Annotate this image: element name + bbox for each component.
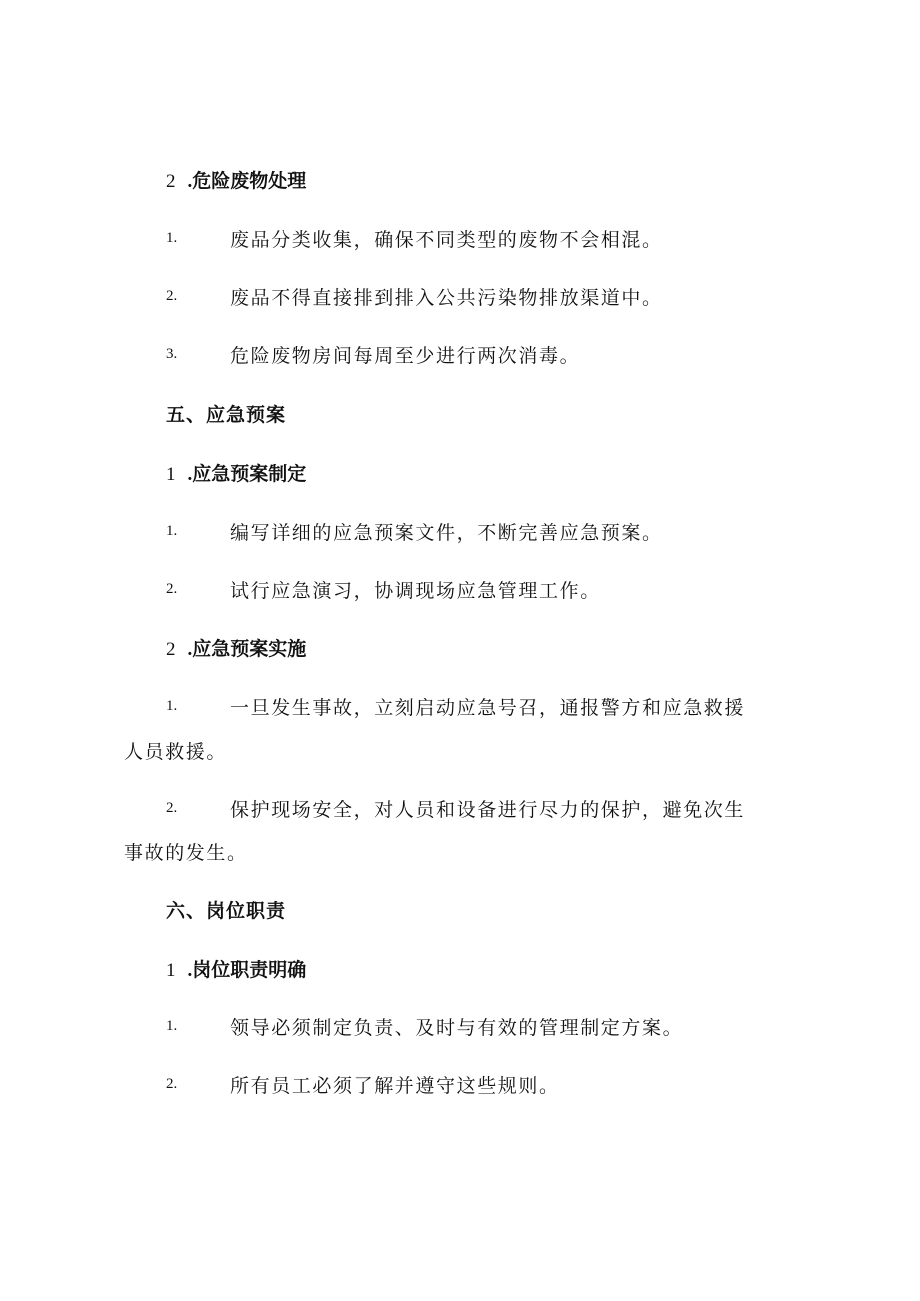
list-item-number: 1. xyxy=(166,698,178,714)
section-heading: 五、应急预案 xyxy=(166,404,287,426)
list-item-number: 1. xyxy=(166,230,178,246)
list-item-text: 一旦发生事故，立刻启动应急号召，通报警方和应急救援 xyxy=(230,697,746,719)
list-item-continuation: 事故的发生。 xyxy=(124,842,248,864)
subsection-heading-hazardous-waste: 2 .危险废物处理 xyxy=(166,170,307,192)
subsection-heading: 2 .应急预案实施 xyxy=(166,638,307,660)
subsection-number: 1 xyxy=(166,464,176,485)
list-item-number: 2. xyxy=(166,800,178,816)
list-item-text: 试行应急演习，协调现场应急管理工作。 xyxy=(230,580,601,602)
section-heading: 六、岗位职责 xyxy=(166,900,287,922)
list-item-number: 3. xyxy=(166,346,178,362)
subsection-heading: 1 .应急预案制定 xyxy=(166,463,307,485)
subsection-title: 岗位职责明确 xyxy=(192,959,307,981)
subsection-heading: 1 .岗位职责明确 xyxy=(166,959,307,981)
list-item-text: 保护现场安全，对人员和设备进行尽力的保护，避免次生 xyxy=(230,799,746,821)
list-item-text: 废品不得直接排到排入公共污染物排放渠道中。 xyxy=(230,287,663,309)
subsection-title: 危险废物处理 xyxy=(192,170,307,192)
list-item-number: 2. xyxy=(166,288,178,304)
list-item-text: 废品分类收集，确保不同类型的废物不会相混。 xyxy=(230,229,663,251)
subsection-number: 2 xyxy=(166,639,176,660)
list-item-number: 2. xyxy=(166,1076,178,1092)
subsection-title: 应急预案实施 xyxy=(192,638,307,660)
subsection-number: 2 xyxy=(166,171,176,192)
list-item-text: 编写详细的应急预案文件，不断完善应急预案。 xyxy=(230,522,663,544)
list-item-text: 所有员工必须了解并遵守这些规则。 xyxy=(230,1075,560,1097)
list-item-number: 2. xyxy=(166,581,178,597)
list-item-number: 1. xyxy=(166,1018,178,1034)
list-item-number: 1. xyxy=(166,523,178,539)
list-item-text: 危险废物房间每周至少进行两次消毒。 xyxy=(230,345,581,367)
list-item-continuation: 人员救援。 xyxy=(124,741,228,763)
list-item-text: 领导必须制定负责、及时与有效的管理制定方案。 xyxy=(230,1017,684,1039)
subsection-title: 应急预案制定 xyxy=(192,463,307,485)
subsection-number: 1 xyxy=(166,960,176,981)
